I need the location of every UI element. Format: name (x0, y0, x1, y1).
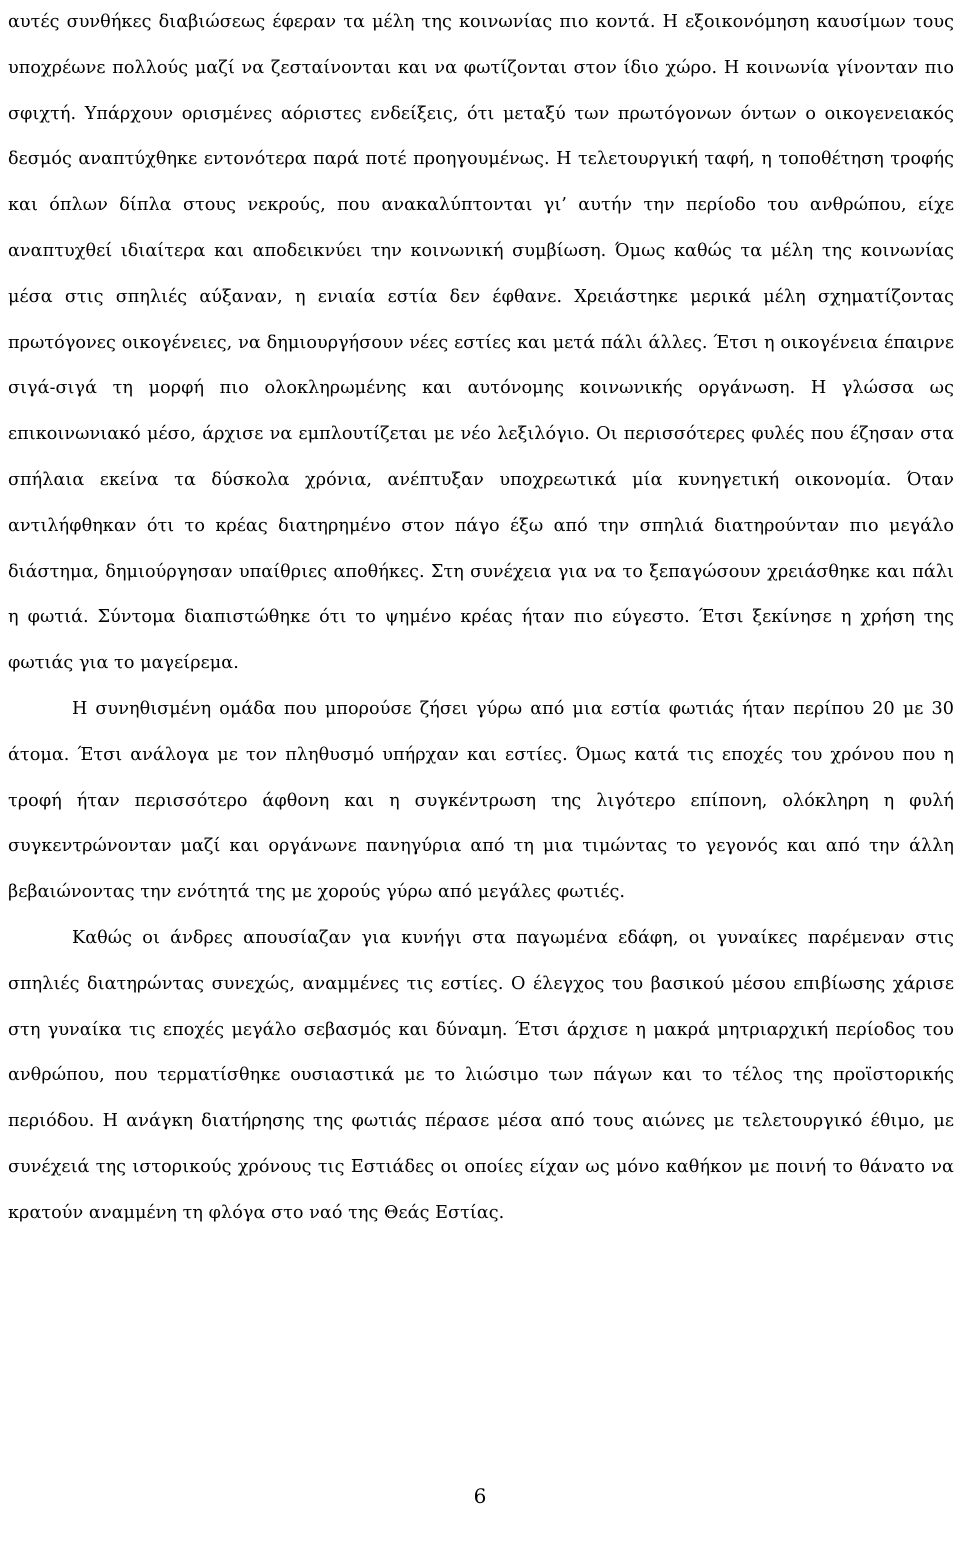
paragraph-2: Η συνηθισμένη ομάδα που μπορούσε ζήσει γύρω από μια εστία φωτιάς ήταν περίπου 20 με 30 άτομα. Έτσι ανάλογα με τον πληθυσμό υπήρχαν και εστίες. Όμως κατά τις εποχές του χρόνου που η τροφή ήταν περισσότερο άφθονη και η συγκέντρωση της λιγότερο επίπονη, ολόκληρη η φυλή συγκεντρώνονταν μαζί και οργάνωνε πανηγύρια από τη μια τιμώντας το γεγονός και από την άλλη βεβαιώνοντας την ενότητά της με χορούς γύρω από μεγάλες φωτιές. (8, 698, 954, 903)
paragraph-3: Καθώς οι άνδρες απουσίαζαν για κυνήγι στα παγωμένα εδάφη, οι γυναίκες παρέμεναν στις σπηλιές διατηρώντας συνεχώς, αναμμένες τις εστίες. Ο έλεγχος του βασικού μέσου επιβίωσης χάρισε στη γυναίκα τις εποχές μεγάλο σεβασμός και δύναμη. Έτσι άρχισε η μακρά μητριαρχική περίοδος του ανθρώπου, που τερματίσθηκε ουσιαστικά με το λιώσιμο των πάγων και το τέλος της προϊστορικής περιόδου. Η ανάγκη διατήρησης της φωτιάς πέρασε μέσα από τους αιώνες με τελετουργικό έθιμο, με συνέχειά της ιστορικούς χρόνους τις Εστιάδες οι οποίες είχαν ως μόνο καθήκον με ποινή το θάνατο να κρατούν αναμμένη τη φλόγα στο ναό της Θεάς Εστίας. (8, 927, 954, 1223)
page-number: 6 (473, 1484, 487, 1508)
body-text (8, 0, 954, 1237)
paragraph-1: αυτές συνθήκες διαβιώσεως έφεραν τα μέλη της κοινωνίας πιο κοντά. Η εξοικονόμηση καυσίμων τους υποχρέωνε πολλούς μαζί να ζεσταίνονται και να φωτίζονται στον ίδιο χώρο. Η κοινωνία γίνονταν πιο σφιχτή. Υπάρχουν ορισμένες αόριστες ενδείξεις, ότι μεταξύ των πρωτόγονων όντων ο οικογενειακός δεσμός αναπτύχθηκε εντονότερα παρά ποτέ προηγουμένως. Η τελετουργική ταφή, η τοποθέτηση τροφής και όπλων δίπλα στους νεκρούς, που ανακαλύπτονται γι’ αυτήν την περίοδο του ανθρώπου, είχε αναπτυχθεί ιδιαίτερα και αποδεικνύει την κοινωνική συμβίωση. Όμως καθώς τα μέλη της κοινωνίας μέσα στις σπηλιές αύξαναν, η ενιαία εστία δεν έφθανε. Χρειάστηκε μερικά μέλη σχηματίζοντας πρωτόγονες οικογένειες, να δημιουργήσουν νέες εστίες και μετά πάλι άλλες. Έτσι η οικογένεια έπαιρνε σιγά-σιγά τη μορφή πιο ολοκληρωμένης και αυτόνομης κοινωνικής οργάνωση. Η γλώσσα ως επικοινωνιακό μέσο, άρχισε να εμπλουτίζεται με νέο λεξιλόγιο. Οι περισσότερες φυλές που έζησαν στα σπήλαια εκείνα τα δύσκολα χρόνια, ανέπτυξαν υποχρεωτικά μία κυνηγετική οικονομία. Όταν αντιλήφθηκαν ότι το κρέας διατηρημένο στον πάγο έξω από την σπηλιά διατηρούνταν πιο μεγάλο διάστημα, δημιούργησαν υπαίθριες αποθήκες. Στη συνέχεια για να το ξεπαγώσουν χρειάσθηκε και πάλι η φωτιά. Σύντομα διαπιστώθηκε ότι το ψημένο κρέας ήταν πιο εύγεστο. Έτσι ξεκίνησε η χρήση της φωτιάς για το μαγείρεμα. (8, 12, 954, 674)
